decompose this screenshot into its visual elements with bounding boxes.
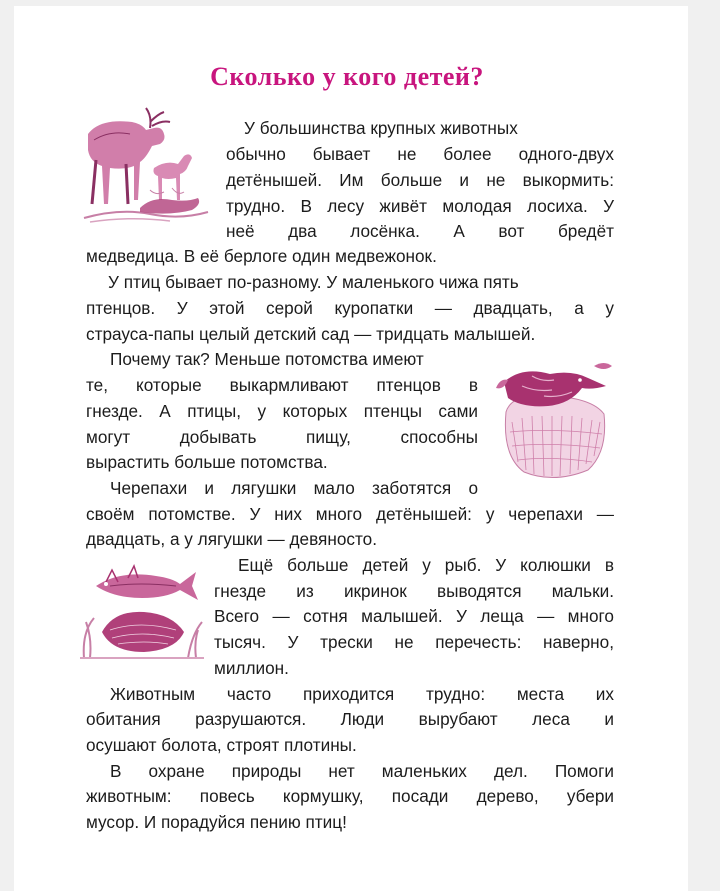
text-line: птенцов. У этой серой куропатки — двадцать, а у [86,298,614,318]
fish-and-nest-illustration [80,562,204,662]
text-line: двадцать, а у лягушки — девяносто. [86,529,377,549]
text-line: страуса-папы целый детский сад — тридцать малышей. [86,324,536,344]
page-title: Сколько у кого детей? [210,62,484,91]
text-line: обитания разрушаются. Люди вырубают леса и [86,709,614,729]
text-line: могут добывать пищу, способны [86,427,478,447]
text-line: те, которые выкармливают птенцов в [86,375,478,395]
text-line: осушают болота, строят плотины. [86,735,357,755]
text-line: мусор. И порадуйся пению птиц! [86,812,347,832]
text-line: обычно бывает не более одного-двух [226,144,614,164]
moose-with-calves-illustration [80,100,212,228]
partridge-in-nest-illustration [492,352,618,482]
text-line: гнезде из икринок выводятся мальки. [214,581,614,601]
text-line: гнезде. А птицы, у которых птенцы сами [86,401,478,421]
text-line: трудно. В лесу живёт молодая лосиха. У [226,196,614,216]
text-line: Всего — сотня малышей. У леща — много [214,606,614,626]
text-line: Животным часто приходится трудно: места их [110,684,614,704]
text-line: У птиц бывает по-разному. У маленького чижа пять [108,272,519,292]
text-line: неё два лосёнка. А вот бредёт [226,221,614,241]
text-line: миллион. [214,658,289,678]
text-line: В охране природы нет маленьких дел. Помоги [110,761,614,781]
text-line: вырастить больше потомства. [86,452,328,472]
text-line: У большинства крупных животных [244,118,518,138]
text-line: своём потомстве. У них много детёнышей: у черепахи — [86,504,614,524]
text-line: Ещё больше детей у рыб. У колюшки в [238,555,614,575]
text-line: Почему так? Меньше потомства имеют [110,349,424,369]
text-line: детёнышей. Им больше и не выкормить: [226,170,614,190]
text-line: Черепахи и лягушки мало заботятся о [110,478,478,498]
text-line: тысяч. У трески не перечесть: наверно, [214,632,614,652]
text-line: животным: повесь кормушку, посади дерево, убери [86,786,614,806]
text-line: медведица. В её берлоге один медвежонок. [86,246,437,266]
